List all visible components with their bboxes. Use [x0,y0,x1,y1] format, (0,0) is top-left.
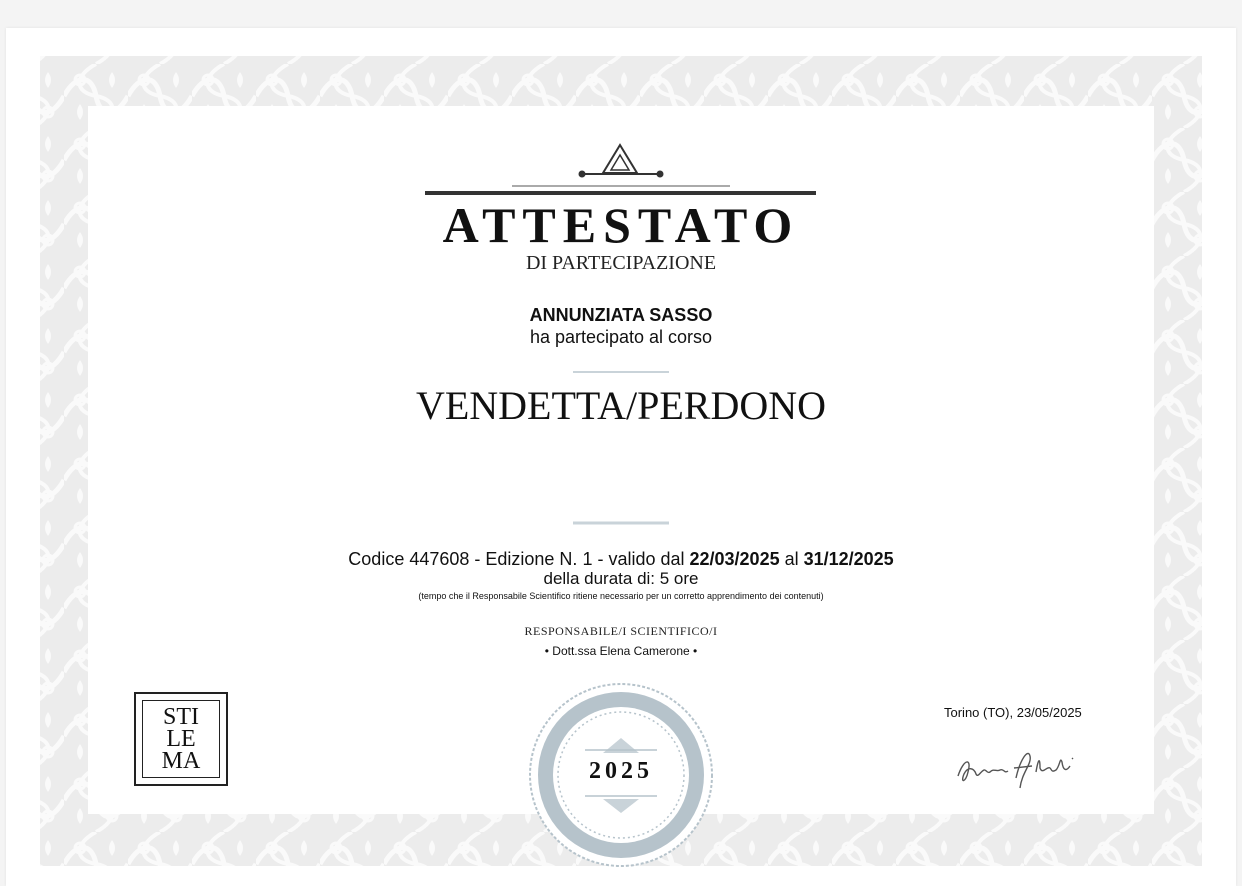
participation-text: ha partecipato al corso [529,327,713,347]
valid-to-date: 31/12/2025 [803,549,894,569]
logo-line-1: STI [163,704,199,730]
certificate-title: ATTESTATO [442,197,800,253]
responsible-label: RESPONSABILE/I SCIENTIFICO/I [524,624,718,638]
course-name: VENDETTA/PERDONO [415,383,827,428]
signature [950,738,1090,798]
place-date: Torino (TO), 23/05/2025 [944,705,1082,720]
valid-from-date: 22/03/2025 [689,549,780,569]
certificate-subtitle: DI PARTECIPAZIONE [525,252,717,274]
duration-note: (tempo che il Responsabile Scientifico ritiene necessario per un corretto apprendimento dei contenuti) [418,591,824,601]
logo-line-3: MA [161,748,201,774]
course-code-prefix: Codice 447608 - Edizione N. 1 - valido dal [348,549,690,569]
course-code-middle: al [779,549,804,569]
stilema-logo [134,692,228,786]
seal-year: 2025 [589,758,653,784]
participant-name: ANNUNZIATA SASSO [529,305,713,325]
logo-line-2: LE [166,726,196,752]
responsible-name: • Dott.ssa Elena Camerone • [544,644,698,658]
course-duration: della durata di: 5 ore [543,569,699,588]
course-code-line [0,549,1242,570]
